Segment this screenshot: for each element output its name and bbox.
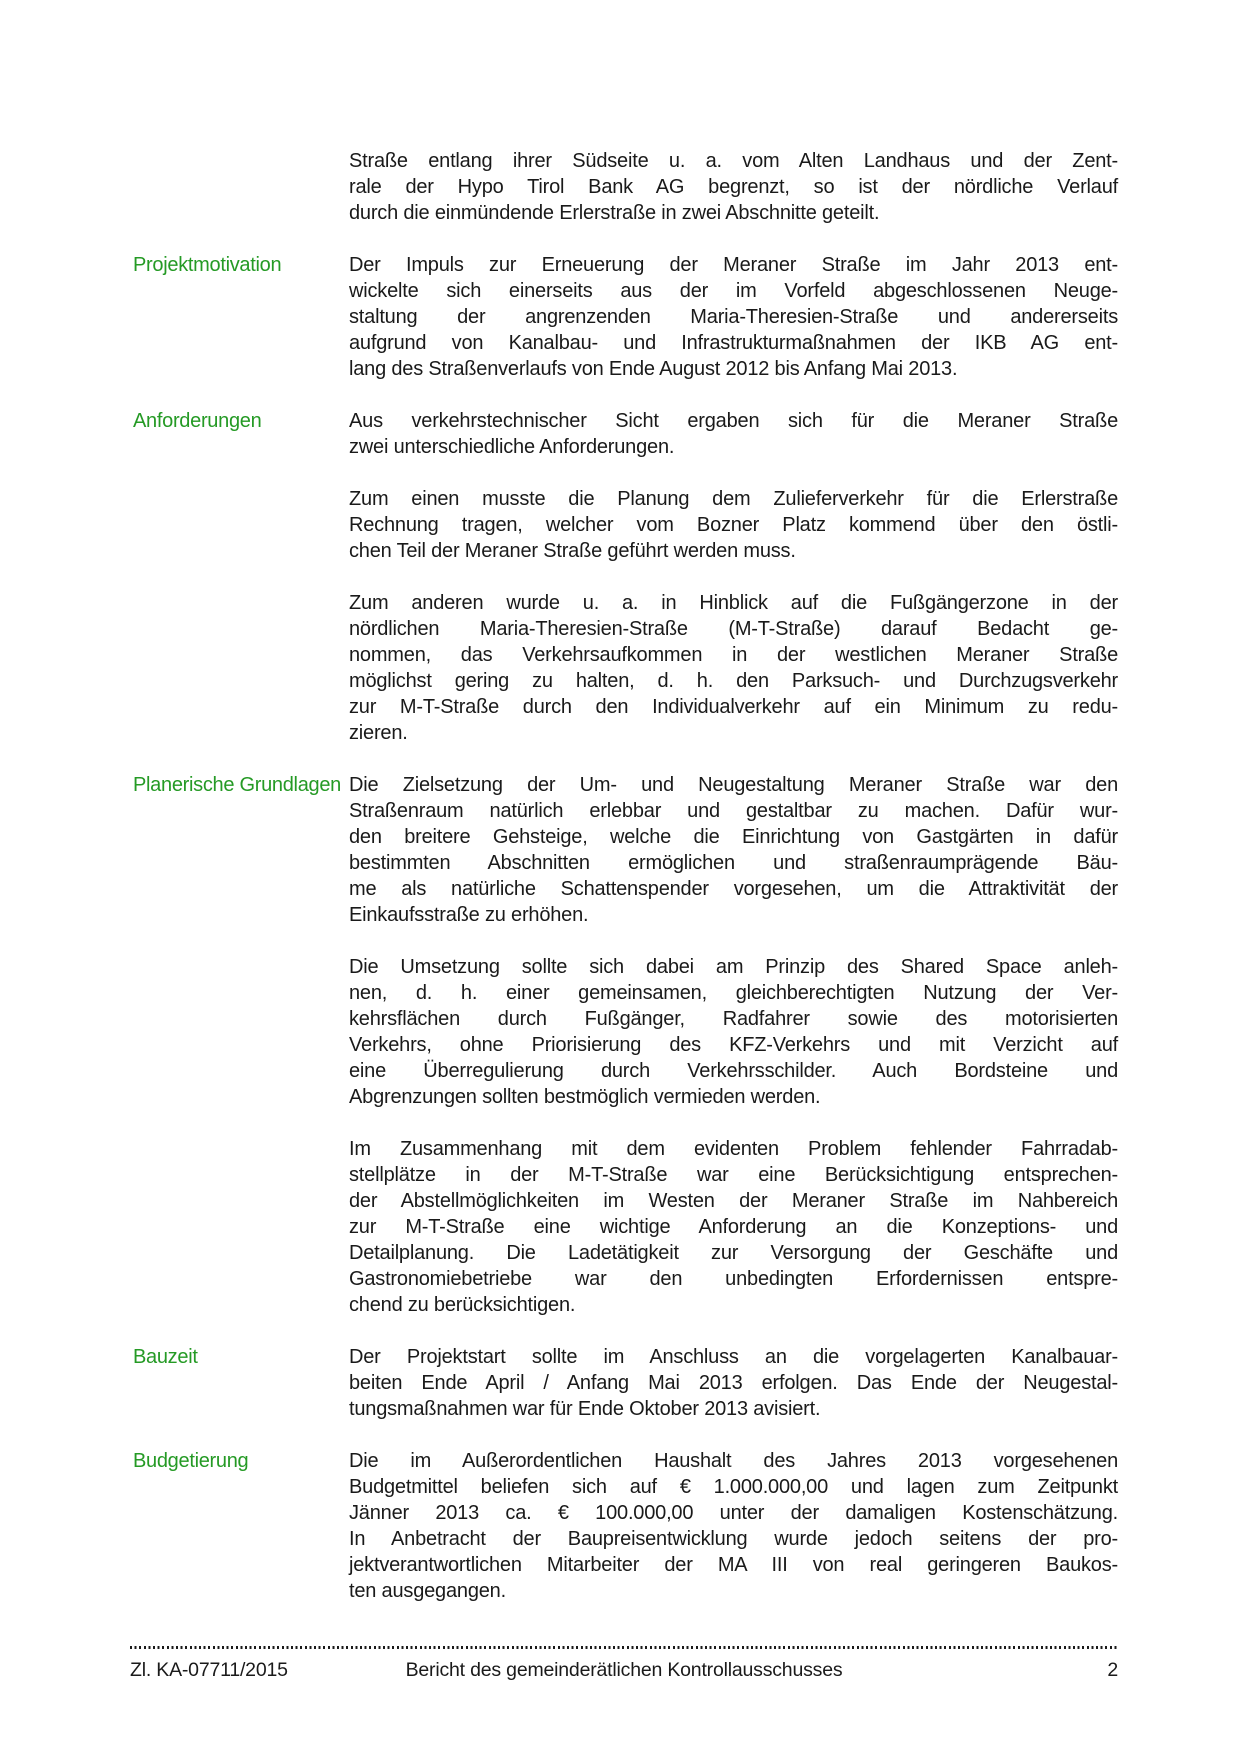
body-paragraph: [349, 1136, 1118, 1318]
body-line: Abgrenzungen sollten bestmöglich vermieden werden.: [349, 1086, 821, 1108]
body-line: Zum anderen wurde u. a. in Hinblick auf die Fußgängerzone in der: [349, 592, 1118, 614]
section-row: [133, 1344, 1118, 1448]
footer-page-number: 2: [1107, 1658, 1118, 1681]
body-line: wickelte sich einerseits aus der im Vorfeld abgeschlossenen Neuge-: [349, 280, 1118, 302]
body-line: Aus verkehrstechnischer Sicht ergaben sich für die Meraner Straße: [349, 410, 1118, 432]
body-line: chend zu berücksichtigen.: [349, 1294, 576, 1316]
body-line: In Anbetracht der Baupreisentwicklung wurde jedoch seitens der pro-: [349, 1528, 1118, 1550]
body-line: bestimmten Abschnitten ermöglichen und straßenraumprägende Bäu-: [349, 852, 1118, 874]
body-paragraph: [349, 486, 1118, 564]
margin-label: Anforderungen: [133, 410, 262, 432]
section-text: [349, 148, 1118, 252]
body-line: Gastronomiebetriebe war den unbedingten Erfordernissen entspre-: [349, 1268, 1118, 1290]
body-paragraph: [349, 252, 1118, 382]
section-row: [133, 1448, 1118, 1630]
body-line: Zum einen musste die Planung dem Zulieferverkehr für die Erlerstraße: [349, 488, 1118, 510]
body-line: me als natürliche Schattenspender vorgesehen, um die Attraktivität der: [349, 878, 1118, 900]
body-line: zur M-T-Straße durch den Individualverkehr auf ein Minimum zu redu-: [349, 696, 1118, 718]
content: [133, 148, 1118, 1630]
body-line: chen Teil der Meraner Straße geführt werden muss.: [349, 540, 796, 562]
section-row: [133, 408, 1118, 772]
footer-title: Bericht des gemeinderätlichen Kontrollausschusses: [405, 1658, 843, 1681]
body-line: nommen, das Verkehrsaufkommen in der westlichen Meraner Straße: [349, 644, 1118, 666]
body-line: Die Umsetzung sollte sich dabei am Prinzip des Shared Space anleh-: [349, 956, 1118, 978]
section-row: [133, 252, 1118, 408]
body-line: stellplätze in der M-T-Straße war eine Berücksichtigung entsprechen-: [349, 1164, 1118, 1186]
body-line: Straßenraum natürlich erlebbar und gestaltbar zu machen. Dafür wur-: [349, 800, 1118, 822]
body-line: eine Überregulierung durch Verkehrsschilder. Auch Bordsteine und: [349, 1060, 1118, 1082]
margin-label: Planerische Grundlagen: [133, 774, 341, 796]
body-line: Budgetmittel beliefen sich auf € 1.000.000,00 und lagen zum Zeitpunkt: [349, 1476, 1118, 1498]
body-line: durch die einmündende Erlerstraße in zwei Abschnitte geteilt.: [349, 202, 880, 224]
body-line: zieren.: [349, 722, 408, 744]
section-text: [349, 252, 1118, 408]
body-line: zur M-T-Straße eine wichtige Anforderung an die Konzeptions- und: [349, 1216, 1118, 1238]
body-paragraph: [349, 1448, 1118, 1604]
body-line: nördlichen Maria-Theresien-Straße (M-T-Straße) darauf Bedacht ge-: [349, 618, 1118, 640]
body-line: Der Projektstart sollte im Anschluss an die vorgelagerten Kanalbauar-: [349, 1346, 1118, 1368]
body-line: Der Impuls zur Erneuerung der Meraner Straße im Jahr 2013 ent-: [349, 254, 1118, 276]
body-line: beiten Ende April / Anfang Mai 2013 erfolgen. Das Ende der Neugestal-: [349, 1372, 1118, 1394]
body-line: staltung der angrenzenden Maria-Theresien-Straße und andererseits: [349, 306, 1118, 328]
body-line: jektverantwortlichen Mitarbeiter der MA III von real geringeren Baukos-: [349, 1554, 1118, 1576]
margin-label: Bauzeit: [133, 1346, 198, 1368]
dotted-divider: [130, 1646, 1118, 1649]
body-line: Verkehrs, ohne Priorisierung des KFZ-Verkehrs und mit Verzicht auf: [349, 1034, 1118, 1056]
body-line: den breitere Gehsteige, welche die Einrichtung von Gastgärten in dafür: [349, 826, 1118, 848]
footer-reference: Zl. KA-07711/2015: [130, 1658, 288, 1681]
body-paragraph: [349, 772, 1118, 928]
body-paragraph: [349, 148, 1118, 226]
footer: [130, 1646, 1118, 1682]
margin-label: Projektmotivation: [133, 254, 282, 276]
margin-label: Budgetierung: [133, 1450, 249, 1472]
body-line: Die Zielsetzung der Um- und Neugestaltung Meraner Straße war den: [349, 774, 1118, 796]
body-line: zwei unterschiedliche Anforderungen.: [349, 436, 675, 458]
section-text: [349, 1448, 1118, 1630]
section-row: [133, 772, 1118, 1344]
section-text: [349, 1344, 1118, 1448]
body-line: kehrsflächen durch Fußgänger, Radfahrer sowie des motorisierten: [349, 1008, 1118, 1030]
body-line: Straße entlang ihrer Südseite u. a. vom Alten Landhaus und der Zent-: [349, 150, 1118, 172]
body-line: ten ausgegangen.: [349, 1580, 506, 1602]
body-line: nen, d. h. einer gemeinsamen, gleichberechtigten Nutzung der Ver-: [349, 982, 1118, 1004]
body-line: aufgrund von Kanalbau- und Infrastrukturmaßnahmen der IKB AG ent-: [349, 332, 1118, 354]
body-line: möglichst gering zu halten, d. h. den Parksuch- und Durchzugsverkehr: [349, 670, 1118, 692]
section-text: [349, 408, 1118, 772]
body-line: Im Zusammenhang mit dem evidenten Problem fehlender Fahrradab-: [349, 1138, 1118, 1160]
body-line: Einkaufsstraße zu erhöhen.: [349, 904, 589, 926]
body-line: Die im Außerordentlichen Haushalt des Jahres 2013 vorgesehenen: [349, 1450, 1118, 1472]
body-line: Detailplanung. Die Ladetätigkeit zur Versorgung der Geschäfte und: [349, 1242, 1118, 1264]
body-paragraph: [349, 408, 1118, 460]
footer-row: [130, 1658, 1118, 1682]
body-line: Rechnung tragen, welcher vom Bozner Platz kommend über den östli-: [349, 514, 1118, 536]
section-row: [133, 148, 1118, 252]
body-paragraph: [349, 1344, 1118, 1422]
body-line: tungsmaßnahmen war für Ende Oktober 2013 avisiert.: [349, 1398, 821, 1420]
body-paragraph: [349, 590, 1118, 746]
section-text: [349, 772, 1118, 1344]
body-line: der Abstellmöglichkeiten im Westen der Meraner Straße im Nahbereich: [349, 1190, 1118, 1212]
body-line: Jänner 2013 ca. € 100.000,00 unter der damaligen Kostenschätzung.: [349, 1502, 1118, 1524]
body-paragraph: [349, 954, 1118, 1110]
body-line: lang des Straßenverlaufs von Ende August 2012 bis Anfang Mai 2013.: [349, 358, 958, 380]
body-line: rale der Hypo Tirol Bank AG begrenzt, so ist der nördliche Verlauf: [349, 176, 1118, 198]
